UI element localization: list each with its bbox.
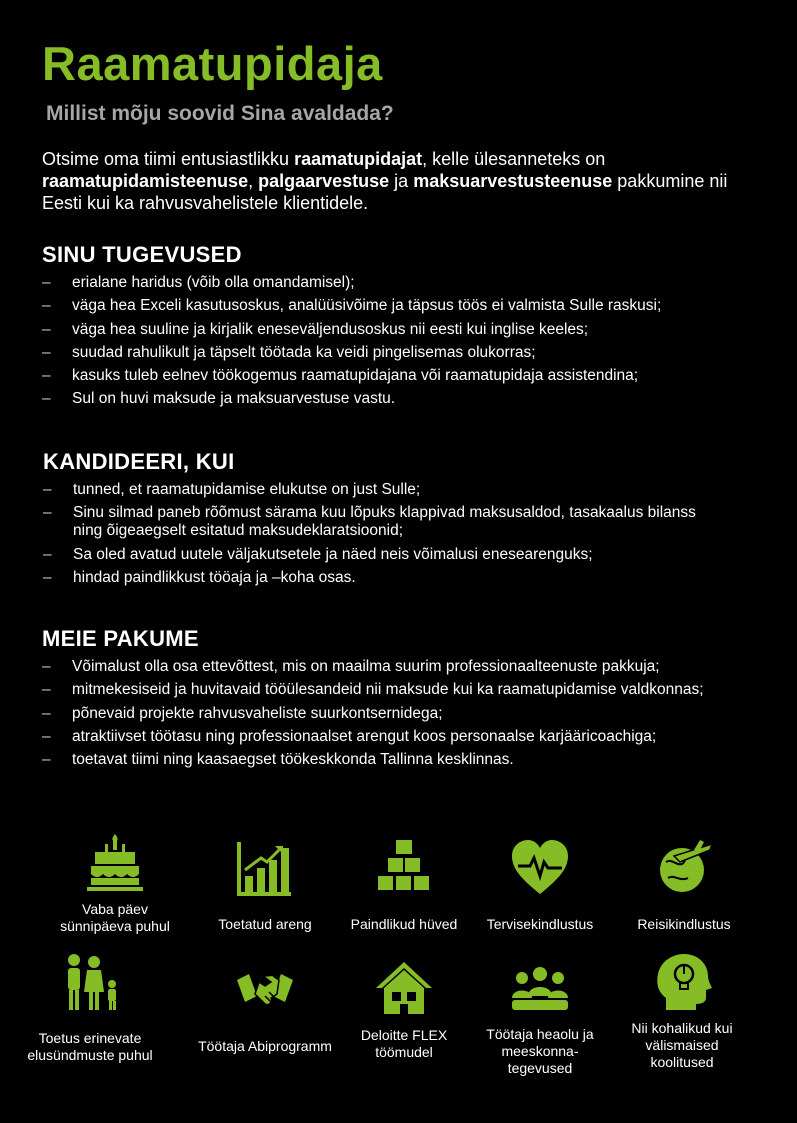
intro-paragraph: [42, 148, 742, 214]
offer-heading: MEIE PAKUME: [42, 626, 199, 651]
intro-bold: raamatupidamisteenuse: [42, 171, 249, 191]
list-item: – Sa oled avatud uutele väljakutsetele ja näed neis võimalusi enesearenguks;: [43, 546, 723, 564]
apply-section: [43, 449, 723, 592]
growth-chart-icon: [235, 838, 295, 898]
list-item: – hindad paindlikkust tööaja ja –koha osas.: [43, 569, 723, 587]
benefit-health: [470, 838, 610, 950]
travel-globe-icon: [654, 838, 714, 898]
page-title: Raamatupidaja: [42, 37, 383, 90]
intro-text: , kelle ülesanneteks on: [422, 149, 606, 169]
intro-bold: maksuarvestusteenuse: [413, 171, 613, 191]
offer-list: [42, 658, 742, 769]
list-item: – atraktiivset töötasu ning professionaalset arengut koos personaalse karjääricoachiga;: [42, 728, 742, 746]
house-icon: [374, 958, 434, 1018]
strengths-list: [42, 274, 762, 408]
list-item: – kasuks tuleb eelnev töökogemus raamatupidajana või raamatupidaja assistendina;: [42, 367, 762, 385]
benefit-birthday: [45, 832, 185, 944]
benefit-travel: [614, 838, 754, 950]
intro-bold: palgaarvestuse: [258, 171, 390, 191]
benefit-label: Vaba päev sünnipäeva puhul: [60, 901, 170, 934]
list-item: – põnevaid projekte rahvusvaheliste suurkontsernidega;: [42, 705, 742, 723]
intro-bold: raamatupidajat: [294, 149, 423, 169]
list-item: – Sinu silmad paneb rõõmust särama kuu lõpuks klappivad maksusaldod, tasakaalus bilanss ning õigeaegselt esitatud maksudeklaratsioonid;: [43, 504, 723, 540]
list-item: – erialane haridus (võib olla omandamisel);: [42, 274, 762, 292]
benefit-life-events: [20, 952, 160, 1082]
list-item: – Sul on huvi maksude ja maksuarvestuse vastu.: [42, 390, 762, 408]
intro-text: ja: [389, 171, 414, 191]
benefit-label: Töötaja Abiprogramm: [198, 1037, 332, 1054]
benefit-flex: [334, 958, 474, 1070]
head-lightbulb-icon: [652, 952, 712, 1012]
apply-heading: KANDIDEERI, KUI: [43, 449, 235, 474]
list-item: – väga hea suuline ja kirjalik eneseväljendusoskus nii eesti kui inglise keeles;: [42, 321, 762, 339]
strengths-heading: SINU TUGEVUSED: [42, 242, 242, 267]
apply-list: [43, 481, 723, 587]
intro-text: Otsime oma tiimi entusiastlikku: [42, 149, 295, 169]
benefit-label: Töötaja heaolu ja meeskonna-tegevused: [486, 1025, 594, 1076]
intro-text: pakkumine nii Eesti kui ka rahvusvahelistele klientidele.: [42, 171, 728, 213]
benefit-label: Toetatud areng: [218, 915, 312, 932]
list-item: – mitmekesiseid ja huvitavaid tööülesandeid nii maksude kui ka raamatupidamise valdkonnas;: [42, 681, 742, 699]
benefit-growth: [195, 838, 335, 950]
benefit-wellbeing: [470, 958, 610, 1084]
birthday-cake-icon: [85, 832, 145, 892]
benefit-assistance: [195, 960, 335, 1072]
team-icon: [510, 958, 570, 1018]
list-item: – Võimalust olla osa ettevõttest, mis on maailma suurim professionaalteenuste pakkuja;: [42, 658, 742, 676]
list-item: – suudad rahulikult ja täpselt töötada ka veidi pingelisemas olukorras;: [42, 344, 762, 362]
page-subtitle: Millist mõju soovid Sina avaldada?: [46, 102, 394, 125]
benefit-label: Paindlikud hüved: [350, 915, 458, 932]
benefit-flexible: [334, 838, 474, 950]
intro-text: ,: [248, 171, 259, 191]
benefit-label: Toetus erinevate elusündmuste puhul: [27, 1030, 153, 1063]
heart-pulse-icon: [510, 838, 570, 898]
list-item: – väga hea Exceli kasutusoskus, analüüsivõime ja täpsus töös ei valmista Sulle raskusi;: [42, 297, 762, 315]
benefit-training: [612, 952, 752, 1078]
benefit-label: Deloitte FLEX töömudel: [360, 1027, 448, 1060]
list-item: – toetavat tiimi ning kaasaegset töökeskkonda Tallinna kesklinnas.: [42, 751, 742, 769]
benefit-label: Nii kohalikud kui välismaised koolitused: [631, 1019, 733, 1070]
boxes-icon: [374, 838, 434, 898]
list-item: – tunned, et raamatupidamise elukutse on just Sulle;: [43, 481, 723, 499]
benefit-label: Tervisekindlustus: [486, 915, 594, 932]
family-icon: [60, 952, 120, 1012]
handshake-icon: [235, 960, 295, 1020]
strengths-section: [42, 242, 762, 414]
offer-section: [42, 626, 742, 774]
benefit-label: Reisikindlustus: [637, 915, 731, 932]
